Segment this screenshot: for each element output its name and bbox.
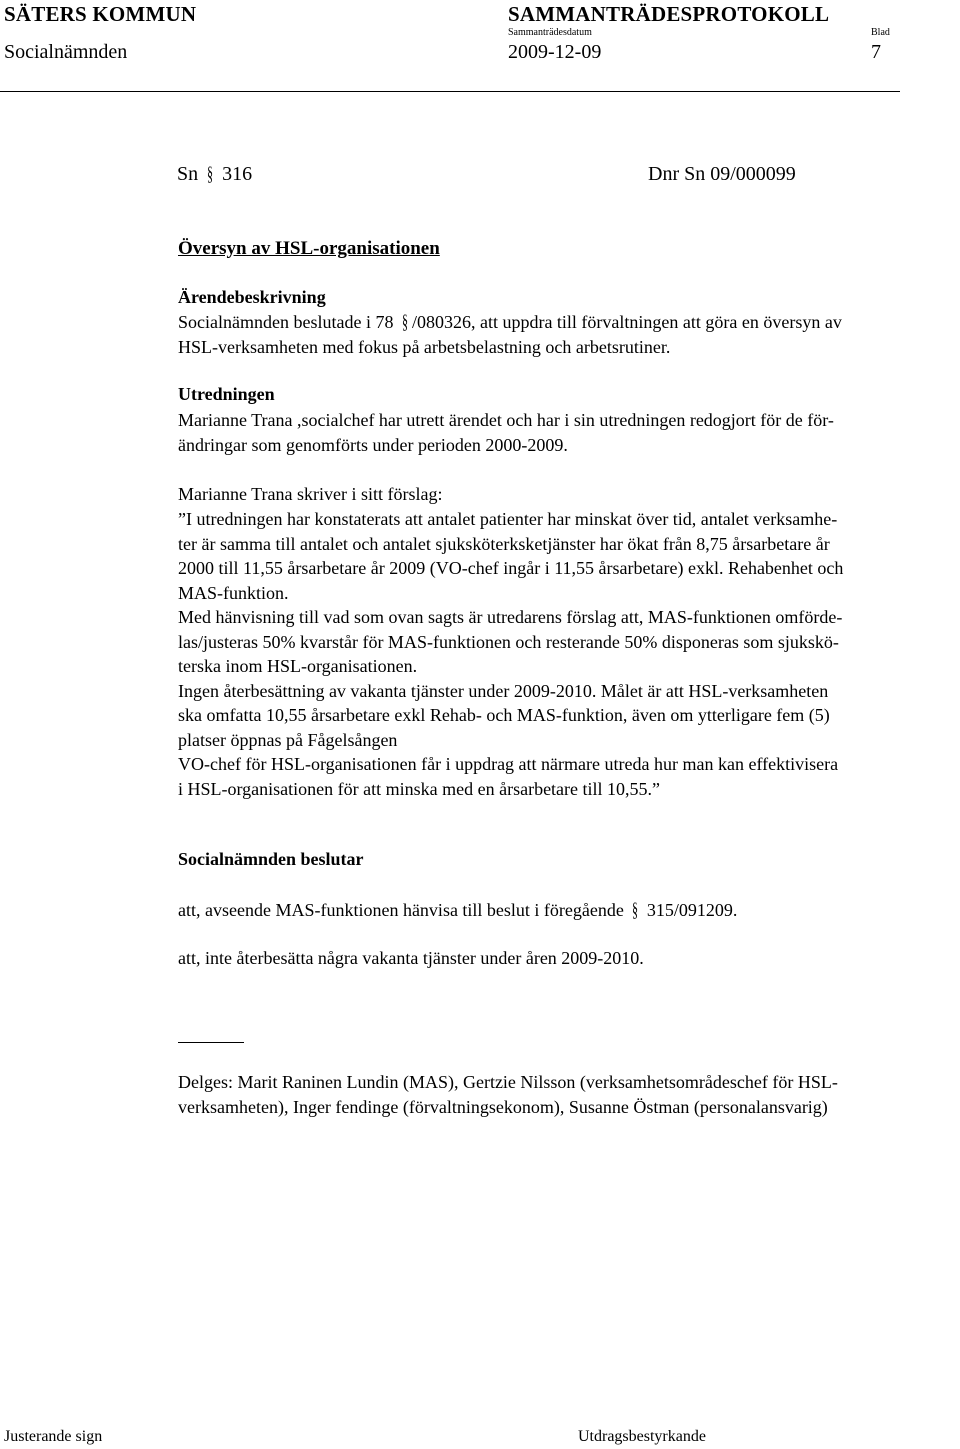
forslag-line: ter är samma till antalet och antalet sjuksköterksketjänster har ökat från 8,75 årsarbetare år: [178, 533, 830, 554]
delges-line-1: Delges: Marit Raninen Lundin (MAS), Gertzie Nilsson (verksamhetsområdeschef för HSL-: [178, 1072, 838, 1092]
municipality-name: SÄTERS KOMMUN: [4, 2, 197, 26]
forslag-line: terska inom HSL-organisationen.: [178, 656, 418, 676]
forslag-line: las/justeras 50% kvarstår för MAS-funktionen och resterande 50% disponeras som sjukskö-: [178, 631, 839, 652]
beslut-item-2: att, inte återbesätta några vakanta tjänster under åren 2009-2010.: [178, 948, 644, 968]
forslag-line: Med hänvisning till vad som ovan sagts är utredarens förslag att, MAS-funktionen omfördе-: [178, 607, 843, 627]
utredningen-line-1: Marianne Trana ,socialchef har utrett ärendet och har i sin utredningen redogjort för de för-: [178, 410, 834, 430]
beslut-heading: Socialnämnden beslutar: [178, 849, 364, 869]
header-rule: [0, 91, 900, 92]
meeting-date: 2009-12-09: [508, 41, 602, 63]
date-label: Sammanträdesdatum: [508, 27, 592, 38]
separator-rule: [178, 1042, 244, 1043]
beslut-item-1: att, avseende MAS-funktionen hänvisa till beslut i föregående § 315/091209.: [178, 899, 738, 921]
forslag-line: MAS-funktion.: [178, 582, 289, 603]
arendebeskrivning-text: [178, 310, 948, 359]
forslag-line: 2000 till 11,55 årsarbetare år 2009 (VO-chef ingår i 11,55 årsarbetare) exkl. Rehabenhet och: [178, 558, 844, 578]
forslag-line: Ingen återbesättning av vakanta tjänster under 2009-2010. Målet är att HSL-verksamheten: [178, 680, 829, 701]
document-type: SAMMANTRÄDESPROTOKOLL: [508, 2, 830, 26]
utredningen-heading: Utredningen: [178, 384, 275, 404]
delges-line-2: verksamheten), Inger fendinge (förvaltningsekonom), Susanne Östman (personalansvarig): [178, 1096, 828, 1117]
forslag-intro: Marianne Trana skriver i sitt förslag:: [178, 484, 443, 504]
forslag-line: ska omfatta 10,55 årsarbetare exkl Rehab- och MAS-funktion, även om ytterligare fem (5): [178, 705, 830, 725]
page-label: Blad: [871, 27, 890, 38]
forslag-line: ”I utredningen har konstaterats att antalet patienter har minskat över tid, antalet verksamhe-: [178, 509, 838, 529]
dnr: Dnr Sn 09/000099: [648, 163, 796, 185]
case-number-value: 316: [222, 163, 253, 185]
page-title: Översyn av HSL-organisationen: [178, 238, 440, 259]
forslag-body: [178, 507, 958, 801]
footer-justerande-sign: Justerande sign: [4, 1428, 103, 1445]
utredningen-text: [178, 408, 958, 457]
section-mark-icon: §: [632, 899, 639, 921]
committee-name: Socialnämnden: [4, 41, 128, 63]
section-mark-icon: §: [401, 311, 408, 333]
section-mark-icon: §: [207, 163, 214, 185]
forslag-line: platser öppnas på Fågelsången: [178, 729, 398, 750]
forslag-line: VO-chef för HSL-organisationen får i uppdrag att närmare utreda hur man kan effektivisera: [178, 754, 839, 774]
arendebeskrivning-line-2: HSL-verksamheten med fokus på arbetsbelastning och arbetsrutiner.: [178, 336, 671, 357]
delges-text: [178, 1070, 958, 1119]
arendebeskrivning-heading: Ärendebeskrivning: [178, 287, 326, 307]
page-number: 7: [871, 41, 881, 63]
arendebeskrivning-line-1: Socialnämnden beslutade i 78 § /080326, att uppdra till förvaltningen att göra en översyn av: [178, 311, 842, 333]
forslag-line: i HSL-organisationen för att minska med en årsarbetare till 10,55.”: [178, 778, 661, 799]
case-prefix: Sn: [177, 163, 199, 185]
utredningen-line-2: ändringar som genomförts under perioden 2000-2009.: [178, 434, 568, 455]
case-number: [177, 163, 252, 186]
footer-utdragsbestyrkande: Utdragsbestyrkande: [578, 1428, 706, 1445]
